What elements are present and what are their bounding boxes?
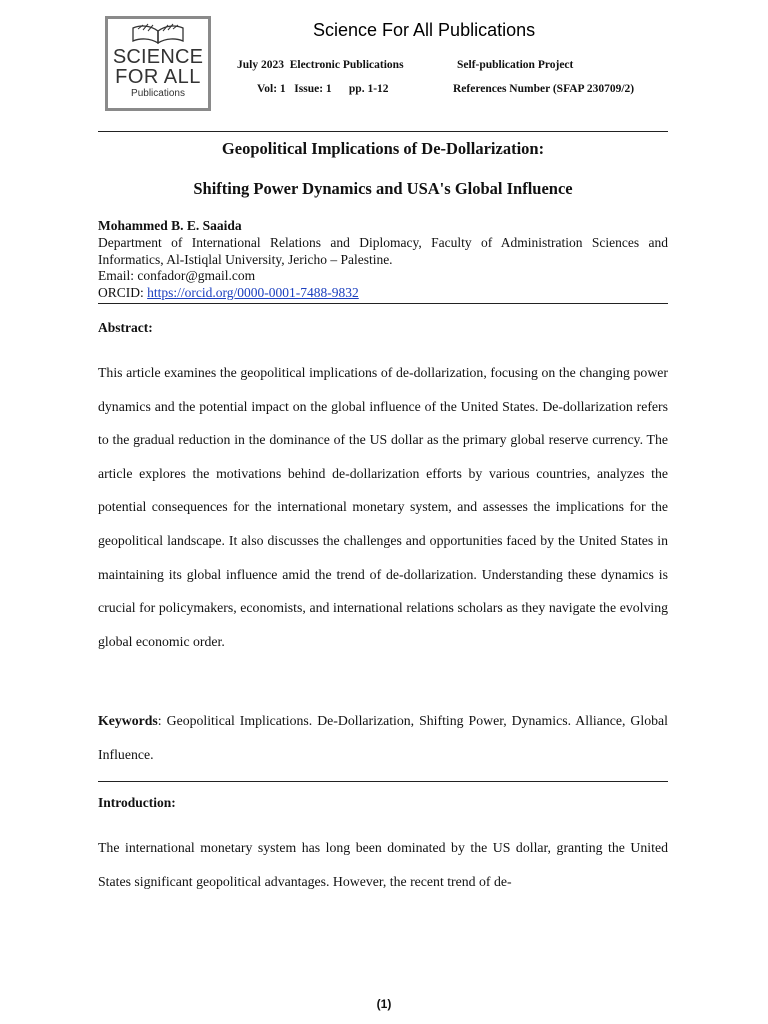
logo-text-for-all: FOR ALL [115,66,201,88]
logo-frame [108,19,208,108]
author-affiliation: Department of International Relations and Diplomacy, Faculty of Administration Sciences and Informatics, Al-Istiqlal University, Jericho – Palestine. [98,235,668,267]
page-number: (1) [376,997,392,1011]
publication-date: July 2023 Electronic Publications [237,59,404,71]
keywords-divider [98,781,668,782]
reference-number: References Number (SFAP 230709/2) [453,83,635,95]
volume-issue-pages: Vol: 1 Issue: 1 pp. 1-12 [257,83,389,95]
author-name: Mohammed B. E. Saaida [98,218,242,233]
introduction-text: The international monetary system has long been dominated by the US dollar, granting the United States significant geopolitical advantages. However, the recent trend of de- [98,840,668,889]
abstract-heading: Abstract: [98,320,153,335]
author-divider [98,303,668,304]
introduction-heading: Introduction: [98,795,176,810]
header-divider [98,131,668,132]
keywords [98,704,668,771]
keywords-text: : Geopolitical Implications. De-Dollarization, Shifting Power, Dynamics. Alliance, Global Influence. [98,713,668,762]
abstract-text: This article examines the geopolitical implications of de-dollarization, focusing on the changing power dynamics and the potential impact on the global influence of the United States. De-dollarization refers to the gradual reduction in the dominance of the US dollar as the primary global reserve currency. The article explores the motivations behind de-dollarization efforts by various countries, analyzes the potential consequences for the international monetary system, and assesses the implications for the geopolitical landscape. It also discusses the challenges and opportunities faced by the United States in maintaining its global influence amid the trend of de-dollarization. Understanding these dynamics is crucial for policymakers, economists, and international relations scholars as they navigate the evolving global economic order. [98,365,668,649]
logo-text-science: SCIENCE [112,46,204,68]
orcid-label: ORCID: [98,285,148,300]
publisher-logo [105,16,211,111]
publication-project: Self-publication Project [457,59,574,71]
orcid-link[interactable]: https://orcid.org/0000-0001-7488-9832 [147,285,359,300]
open-book-icon [130,23,186,45]
author-orcid [98,285,359,301]
publisher-name: Science For All Publications [313,20,536,40]
keywords-label: Keywords [98,713,158,728]
author-email: Email: confador@gmail.com [98,268,256,283]
paper-title-line1: Geopolitical Implications of De-Dollarization: [221,139,545,158]
logo-text-publications: Publications [131,88,185,99]
paper-title-line2: Shifting Power Dynamics and USA's Global Influence [193,179,573,198]
